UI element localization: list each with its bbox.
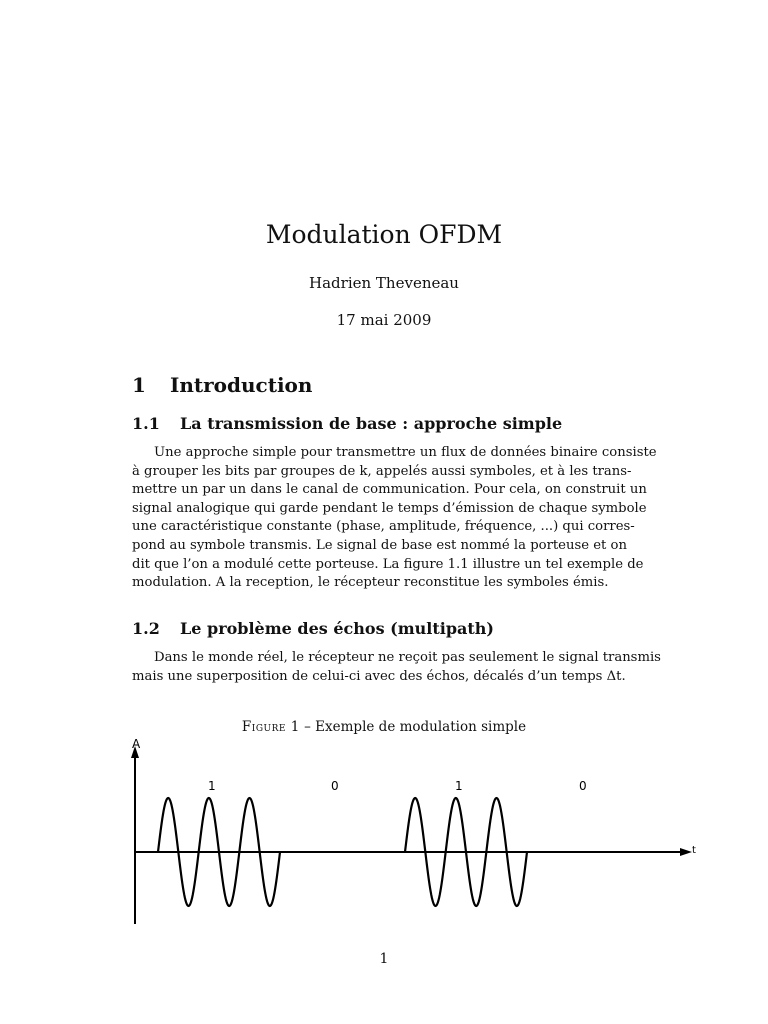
- modulation-figure: [120, 730, 710, 930]
- x-axis-arrow: [680, 848, 692, 856]
- symbol-label: 0: [331, 779, 339, 793]
- paragraph-line: pond au symbole transmis. Le signal de base est nommé la porteuse et on: [132, 537, 627, 553]
- paragraph-line: mettre un par un dans le canal de communication. Pour cela, on construit un: [132, 482, 647, 498]
- section-title: Introduction: [170, 373, 313, 397]
- subsection-number: 1.2: [132, 619, 160, 638]
- x-axis-label: t: [692, 845, 696, 856]
- subsection-title: Le problème des échos (multipath): [180, 619, 494, 638]
- symbol-label: 1: [455, 779, 463, 793]
- y-axis-label: A: [132, 737, 141, 751]
- paragraph-line: signal analogique qui garde pendant le temps d’émission de chaque symbole: [132, 500, 647, 516]
- subsection-heading-1-1: [132, 414, 562, 433]
- paragraph-line: Une approche simple pour transmettre un flux de données binaire consiste: [154, 445, 657, 460]
- figure-caption-text: – Exemple de modulation simple: [299, 719, 527, 735]
- subsection-title: La transmission de base : approche simple: [180, 414, 563, 433]
- document-date: 17 mai 2009: [336, 311, 432, 329]
- paragraph-line: modulation. A la reception, le récepteur reconstitue les symboles émis.: [132, 575, 609, 591]
- paragraph-echos: [132, 649, 661, 686]
- document-title: Modulation OFDM: [265, 220, 503, 249]
- paragraph-transmission-de-base: [132, 444, 657, 593]
- symbol-label: 1: [208, 779, 216, 793]
- section-number: 1: [132, 373, 146, 397]
- figure-caption-prefix: Figure 1: [241, 719, 300, 735]
- paragraph-line: dit que l’on a modulé cette porteuse. La figure 1.1 illustre un tel exemple de: [132, 556, 644, 572]
- subsection-number: 1.1: [132, 414, 160, 433]
- author-name: Hadrien Theveneau: [309, 274, 459, 292]
- symbol-label: 0: [579, 779, 587, 793]
- paragraph-line: une caractéristique constante (phase, amplitude, fréquence, ...) qui corres-: [132, 519, 635, 535]
- paragraph-line: à grouper les bits par groupes de k, appelés aussi symboles, et à les trans-: [132, 463, 632, 479]
- paragraph-line: Dans le monde réel, le récepteur ne reçoit pas seulement le signal transmis: [154, 650, 661, 665]
- section-heading-introduction: [132, 373, 312, 397]
- subsection-heading-1-2: [132, 619, 494, 638]
- paragraph-line: mais une superposition de celui-ci avec des échos, décalés d’un temps Δt.: [132, 668, 626, 684]
- page-number: 1: [379, 951, 389, 967]
